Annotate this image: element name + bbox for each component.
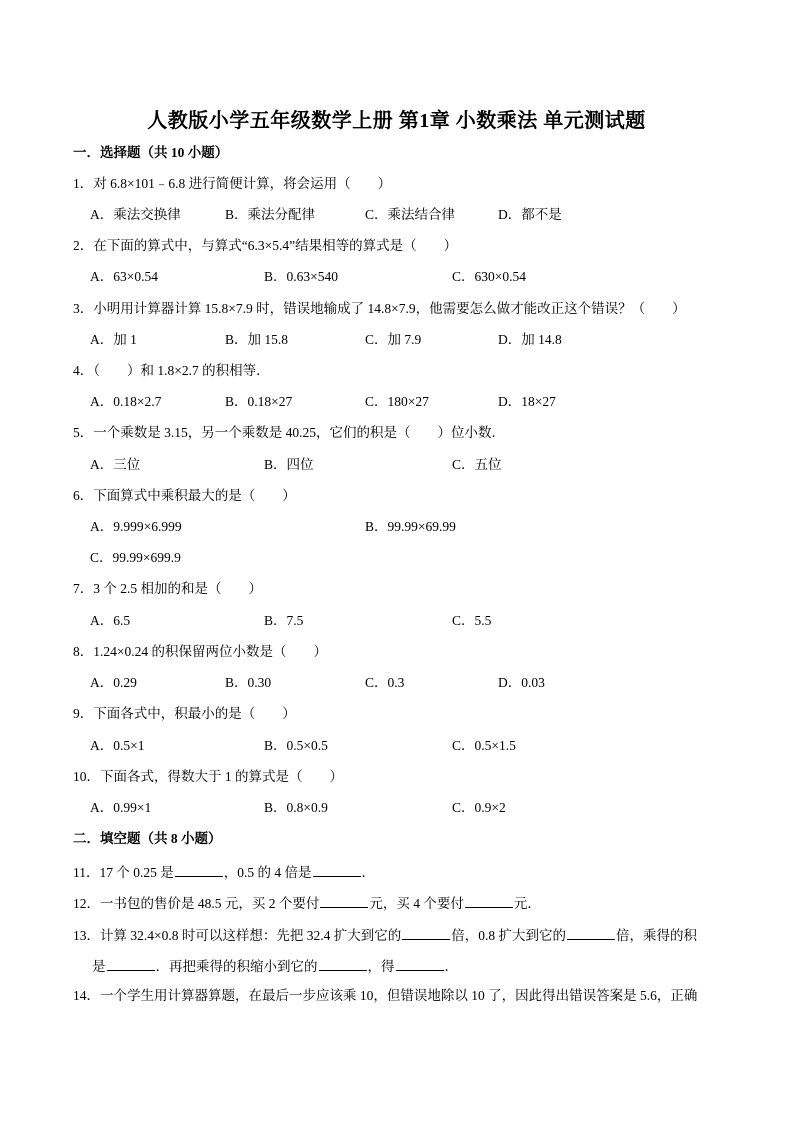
q13-text-5: ．再把乘得的积缩小到它的: [155, 959, 318, 974]
question-5: 5．一个乘数是 3.15，另一个乘数是 40.25，它们的积是（ ）位小数．: [73, 425, 505, 440]
question-1: 1．对 6.8×101﹣6.8 进行简便计算，将会运用（ ）: [73, 176, 392, 191]
question-9: 9．下面各式中，积最小的是（ ）: [73, 706, 296, 721]
question-10: 10．下面各式，得数大于 1 的算式是（ ）: [73, 769, 343, 784]
q13-text-6: ，得: [367, 959, 395, 974]
page-title: 人教版小学五年级数学上册 第1章 小数乘法 单元测试题: [147, 110, 646, 132]
q12-text-1: 12．一书包的售价是 48.5 元，买 2 个要付: [73, 896, 320, 911]
q5-option-b: B．四位: [264, 457, 314, 472]
q9-option-c: C．0.5×1.5: [452, 738, 516, 753]
q10-option-a: A．0.99×1: [90, 800, 152, 815]
question-13-continued: [92, 956, 458, 976]
q13-blank-5[interactable]: [396, 956, 444, 971]
question-13: [73, 925, 697, 945]
question-14: 14．一个学生用计算器算题，在最后一步应该乘 10，但错误地除以 10 了，因此得出错误答案是 5.6，正确: [73, 988, 698, 1003]
q11-blank-2[interactable]: [313, 862, 361, 877]
q8-option-a: A．0.29: [90, 675, 137, 690]
q8-option-d: D．0.03: [498, 675, 545, 690]
q11-text-1: 11．17 个 0.25 是: [73, 865, 174, 880]
q12-text-2: 元，买 4 个要付: [369, 896, 464, 911]
q7-option-a: A．6.5: [90, 613, 131, 628]
question-8: 8．1.24×0.24 的积保留两位小数是（ ）: [73, 644, 327, 659]
q10-option-b: B．0.8×0.9: [264, 800, 328, 815]
q13-text-3: 倍，乘得的积: [616, 928, 697, 943]
q5-option-c: C．五位: [452, 457, 502, 472]
q8-option-c: C．0.3: [365, 675, 405, 690]
q7-option-b: B．7.5: [264, 613, 304, 628]
q13-text-4: 是: [92, 959, 106, 974]
q6-option-a: A．9.999×6.999: [90, 519, 182, 534]
q4-option-d: D．18×27: [498, 394, 556, 409]
q11-text-3: ．: [361, 865, 375, 880]
q12-blank-2[interactable]: [465, 893, 513, 908]
question-3: 3．小明用计算器计算 15.8×7.9 时，错误地输成了 14.8×7.9，他需要怎么做才能改正这个错误？（ ）: [73, 301, 686, 316]
question-2: 2．在下面的算式中，与算式“6.3×5.4”结果相等的算式是（ ）: [73, 238, 458, 253]
q11-blank-1[interactable]: [175, 862, 223, 877]
q4-option-a: A．0.18×2.7: [90, 394, 162, 409]
q1-option-a: A．乘法交换律: [90, 207, 181, 222]
section-heading-choice: 一．选择题（共 10 小题）: [73, 145, 229, 160]
q13-text-2: 倍，0.8 扩大到它的: [451, 928, 566, 943]
q1-option-d: D．都不是: [498, 207, 562, 222]
section-heading-fill: 二．填空题（共 8 小题）: [73, 831, 222, 846]
q1-option-c: C．乘法结合律: [365, 207, 456, 222]
q11-text-2: ，0.5 的 4 倍是: [223, 865, 312, 880]
q12-blank-1[interactable]: [320, 893, 368, 908]
q4-option-b: B．0.18×27: [225, 394, 293, 409]
q13-text-1: 13．计算 32.4×0.8 时可以这样想：先把 32.4 扩大到它的: [73, 928, 402, 943]
question-4: 4．（ ）和 1.8×2.7 的积相等．: [73, 363, 270, 378]
q4-option-c: C．180×27: [365, 394, 429, 409]
q2-option-a: A．63×0.54: [90, 269, 158, 284]
question-7: 7．3 个 2.5 相加的和是（ ）: [73, 581, 262, 596]
q5-option-a: A．三位: [90, 457, 141, 472]
q13-text-7: ．: [444, 959, 458, 974]
q3-option-b: B．加 15.8: [225, 332, 289, 347]
q9-option-a: A．0.5×1: [90, 738, 145, 753]
question-12: [73, 893, 541, 913]
q2-option-c: C．630×0.54: [452, 269, 526, 284]
q2-option-b: B．0.63×540: [264, 269, 338, 284]
q12-text-3: 元．: [513, 896, 541, 911]
q13-blank-2[interactable]: [567, 925, 615, 940]
q3-option-d: D．加 14.8: [498, 332, 562, 347]
q7-option-c: C．5.5: [452, 613, 492, 628]
q8-option-b: B．0.30: [225, 675, 272, 690]
q13-blank-4[interactable]: [319, 956, 367, 971]
q13-blank-1[interactable]: [402, 925, 450, 940]
question-11: [73, 862, 375, 882]
q6-option-b: B．99.99×69.99: [365, 519, 456, 534]
q6-option-c: C．99.99×699.9: [90, 550, 181, 565]
q10-option-c: C．0.9×2: [452, 800, 506, 815]
q9-option-b: B．0.5×0.5: [264, 738, 328, 753]
q3-option-c: C．加 7.9: [365, 332, 422, 347]
q3-option-a: A．加 1: [90, 332, 137, 347]
q1-option-b: B．乘法分配律: [225, 207, 316, 222]
question-6: 6．下面算式中乘积最大的是（ ）: [73, 488, 296, 503]
q13-blank-3[interactable]: [107, 956, 155, 971]
